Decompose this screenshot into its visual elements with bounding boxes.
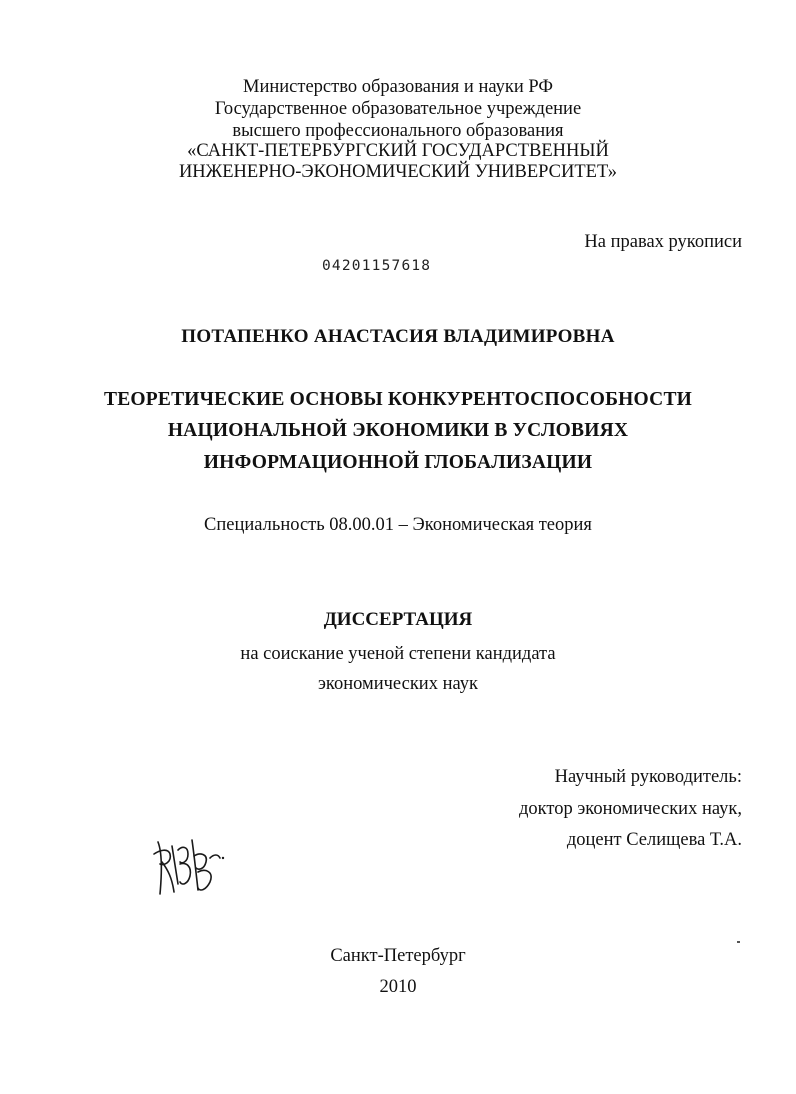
supervisor-label: Научный руководитель:: [554, 767, 742, 787]
document-type: ДИССЕРТАЦИЯ: [323, 609, 473, 630]
year: 2010: [379, 977, 417, 997]
rights-note: На правах рукописи: [584, 232, 742, 252]
scan-speck: [737, 941, 740, 943]
title-line-2: НАЦИОНАЛЬНОЙ ЭКОНОМИКИ В УСЛОВИЯХ: [167, 420, 629, 441]
title-line-3: ИНФОРМАЦИОННОЙ ГЛОБАЛИЗАЦИИ: [203, 452, 593, 473]
title-line-1: ТЕОРЕТИЧЕСКИЕ ОСНОВЫ КОНКУРЕНТОСПОСОБНОСТИ: [103, 389, 693, 410]
author-name: ПОТАПЕНКО АНАСТАСИЯ ВЛАДИМИРОВНА: [181, 326, 615, 347]
institution-type-line: Государственное образовательное учреждение: [214, 99, 582, 119]
supervisor-degree: доктор экономических наук,: [518, 799, 742, 819]
education-level-line: высшего профессионального образования: [232, 121, 564, 141]
degree-line-1: на соискание ученой степени кандидата: [240, 644, 556, 664]
city: Санкт-Петербург: [330, 946, 466, 966]
handwritten-signature: [148, 832, 228, 898]
ministry-line: Министерство образования и науки РФ: [243, 77, 553, 97]
specialty: Специальность 08.00.01 – Экономическая теория: [204, 515, 592, 535]
university-name-line-2: ИНЖЕНЕРНО-ЭКОНОМИЧЕСКИЙ УНИВЕРСИТЕТ»: [178, 162, 618, 182]
degree-line-2: экономических наук: [317, 674, 478, 694]
university-name-line-1: «САНКТ-ПЕТЕРБУРГСКИЙ ГОСУДАРСТВЕННЫЙ: [187, 141, 609, 161]
supervisor-name: доцент Селищева Т.А.: [566, 830, 742, 850]
catalog-number: 04201157618: [322, 258, 432, 274]
